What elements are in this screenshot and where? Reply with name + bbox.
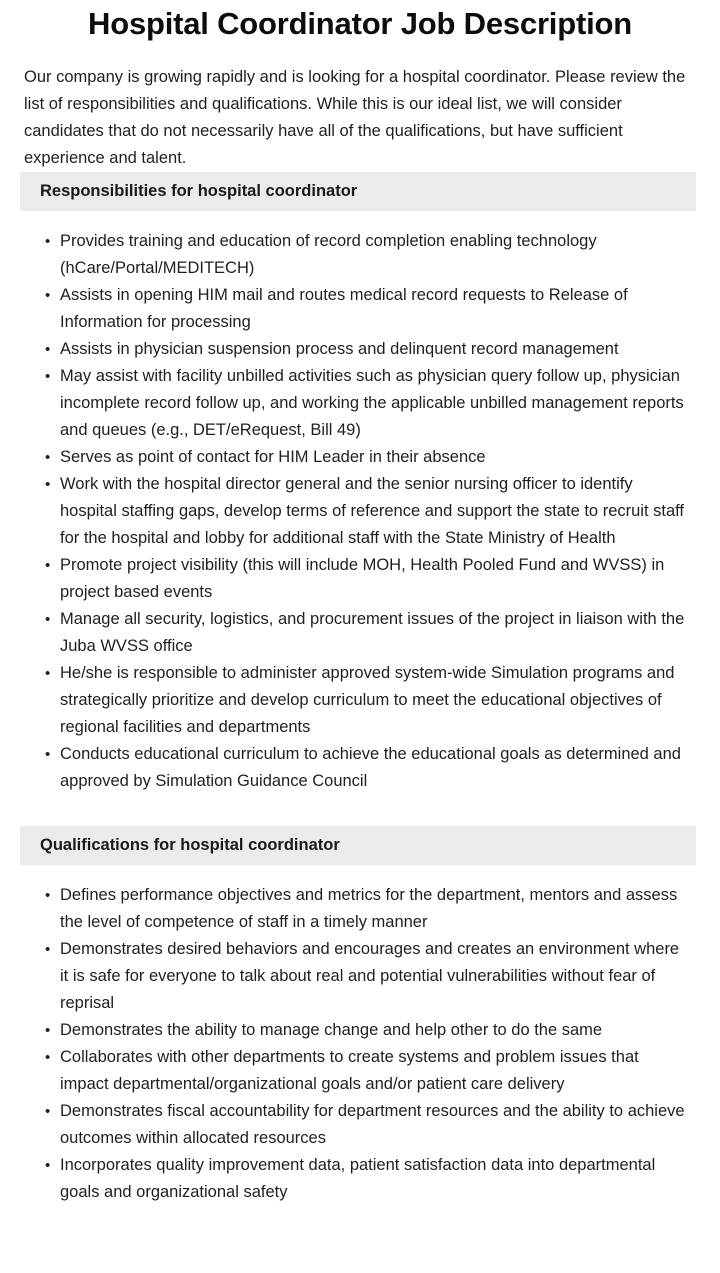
list-item: • He/she is responsible to administer approved system-wide Simulation programs and strategically prioritize and develop curriculum to meet the educational objectives of regional facilities and departments [45,660,690,741]
section-header-wrap-responsibilities [0,172,720,211]
list-item: • Assists in physician suspension process and delinquent record management [45,336,690,363]
list-item: • May assist with facility unbilled activities such as physician query follow up, physician incomplete record follow up, and working the applicable unbilled management reports and queues (e.g., DET/eRequest, Bill 49) [45,363,690,444]
section-header-qualifications: Qualifications for hospital coordinator [20,826,696,865]
section-header-wrap-qualifications [0,826,720,865]
qualifications-list [0,865,720,1246]
list-item: • Demonstrates fiscal accountability for department resources and the ability to achieve outcomes within allocated resources [45,1098,690,1152]
list-item: • Incorporates quality improvement data, patient satisfaction data into departmental goals and organizational safety [45,1152,690,1206]
list-item: • Serves as point of contact for HIM Leader in their absence [45,444,690,471]
list-item: • Demonstrates desired behaviors and encourages and creates an environment where it is safe for everyone to talk about real and potential vulnerabilities without fear of reprisal [45,936,690,1017]
list-item: • Assists in opening HIM mail and routes medical record requests to Release of Information for processing [45,282,690,336]
list-item: • Collaborates with other departments to create systems and problem issues that impact departmental/organizational goals and/or patient care delivery [45,1044,690,1098]
section-header-responsibilities: Responsibilities for hospital coordinator [20,172,696,211]
intro-paragraph: Our company is growing rapidly and is looking for a hospital coordinator. Please review the list of responsibilities and qualifications. While this is our ideal list, we will consider candidates that do not necessarily have all of the qualifications, but have sufficient experience and talent. [24,67,686,167]
list-item: • Defines performance objectives and metrics for the department, mentors and assess the level of competence of staff in a timely manner [45,882,690,936]
page-title: Hospital Coordinator Job Description [88,6,632,41]
list-item: • Demonstrates the ability to manage change and help other to do the same [45,1017,690,1044]
section-responsibilities [0,172,720,822]
list-item: • Provides training and education of record completion enabling technology (hCare/Portal/MEDITECH) [45,228,690,282]
responsibilities-list [0,211,720,822]
list-item: • Work with the hospital director general and the senior nursing officer to identify hospital staffing gaps, develop terms of reference and support the state to recruit staff for the hospital and lobby for additional staff with the State Ministry of Health [45,471,690,552]
list-item: • Conducts educational curriculum to achieve the educational goals as determined and approved by Simulation Guidance Council [45,741,690,795]
list-item: • Promote project visibility (this will include MOH, Health Pooled Fund and WVSS) in project based events [45,552,690,606]
section-qualifications [0,826,720,1246]
list-item: • Manage all security, logistics, and procurement issues of the project in liaison with the Juba WVSS office [45,606,690,660]
